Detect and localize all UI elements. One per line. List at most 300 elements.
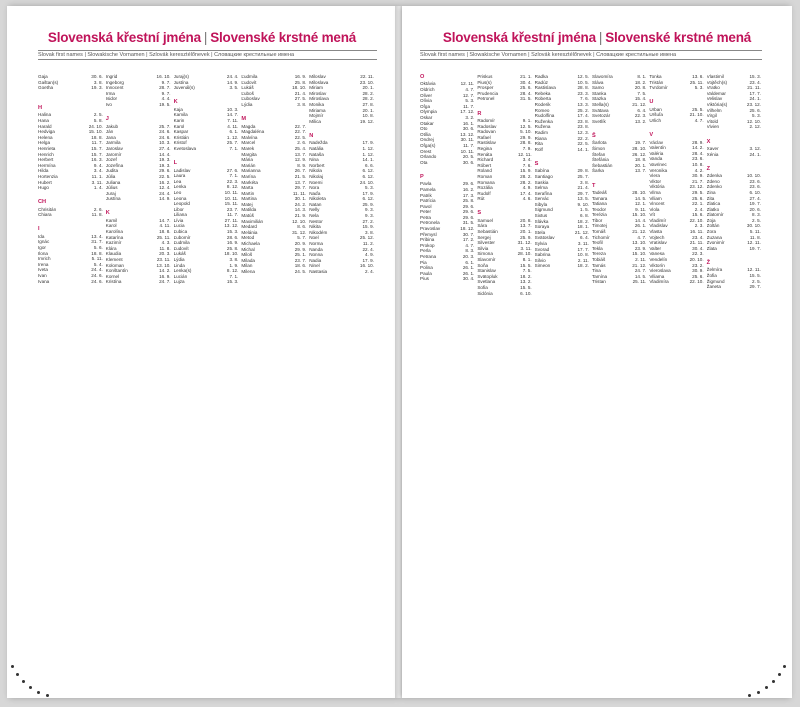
name-day-date: 13. 7. <box>634 168 647 174</box>
first-name: Kamil <box>105 217 118 223</box>
first-name: Viktor <box>649 178 661 184</box>
first-name: Natan <box>309 201 322 207</box>
first-name <box>649 91 688 97</box>
name-day-date: 24. 6. <box>159 129 171 135</box>
first-name: Pius <box>420 276 429 282</box>
first-name: Hana <box>38 117 49 123</box>
first-name: Ľudmila <box>173 240 190 246</box>
first-name: Herbert <box>38 157 54 163</box>
name-day-date: 13. 10. <box>156 262 171 268</box>
name-day-date: 12. 11. <box>747 267 761 273</box>
first-name: Ružena <box>534 124 551 130</box>
name-day-date: 13. 2. <box>520 279 532 285</box>
name-entry <box>535 152 589 158</box>
name-day-date: 27. 4. <box>159 145 171 151</box>
name-day-date: 7. 6. <box>580 96 589 102</box>
first-name: Želmíra <box>706 267 723 273</box>
name-day-date: 8. 3. <box>752 212 761 218</box>
name-day-date: 5. 10. <box>520 129 532 135</box>
first-name: Petrana <box>420 254 437 260</box>
name-day-date <box>746 157 761 163</box>
name-day-date: 5. 3. <box>694 85 704 91</box>
name-day-date: 28. 10. <box>632 145 647 151</box>
name-day-date: 7. 5. <box>637 90 647 96</box>
name-day-date: 11. 8. <box>749 234 761 240</box>
first-name: Roderik <box>534 101 551 107</box>
name-day-date: 19. 3. <box>91 85 103 91</box>
first-name <box>106 202 156 208</box>
name-day-date: 9. 3. <box>365 207 374 213</box>
first-name: Slavomíra <box>591 74 613 79</box>
first-name <box>241 108 291 114</box>
name-day-date: 13. 2. <box>634 118 647 124</box>
first-name: Rolf <box>534 146 543 152</box>
first-name: Miloslava <box>309 79 329 85</box>
first-name: Miriama <box>309 107 326 113</box>
first-name: Nadia <box>309 257 322 263</box>
name-day-date: 30. 6. <box>462 126 475 132</box>
name-day-date: 30. 9. <box>692 173 704 179</box>
first-name: Sláva <box>591 79 604 85</box>
name-day-date: 6. 4. <box>637 107 647 113</box>
first-name: Pamela <box>420 186 436 192</box>
name-day-date: 23. 12. <box>689 184 704 190</box>
name-day-date: 17. 4. <box>520 190 532 196</box>
first-name: Kristína <box>105 279 122 285</box>
first-name: Tobiáš <box>591 257 606 263</box>
first-name: Mária <box>241 157 253 163</box>
name-day-date: 21. 5. <box>294 173 307 179</box>
first-name <box>477 102 516 108</box>
name-day-date: 23. 4. <box>692 234 704 240</box>
decorative-dot <box>778 673 781 676</box>
name-day-date: 20. 1. <box>362 85 374 91</box>
first-name: Rudolf <box>477 190 491 196</box>
first-name <box>592 174 631 180</box>
name-day-date: 10. 3. <box>226 106 239 112</box>
name-day-date: 15. 10. <box>88 129 103 135</box>
name-day-date: 26. 1. <box>462 270 475 276</box>
name-day-date: 11. 1. <box>91 173 103 179</box>
first-name: Nanda <box>309 246 323 252</box>
first-name: Metod <box>241 235 255 241</box>
name-day-date <box>631 174 646 180</box>
first-name: Klement <box>105 257 123 263</box>
name-column <box>241 74 309 285</box>
first-name: Soraya <box>534 224 550 230</box>
name-day-date: 29. 7. <box>749 284 761 290</box>
name-day-date: 16. 10. <box>156 74 171 79</box>
name-day-date: 25. 1. <box>294 252 307 258</box>
name-day-date: 26. 1. <box>462 265 475 271</box>
first-name: Magdaléna <box>241 129 265 135</box>
name-day-date: 11. 7. <box>227 212 239 218</box>
name-column <box>38 74 106 285</box>
section-letter: K <box>173 99 178 106</box>
first-name: Jaromír <box>105 151 122 157</box>
first-name: Jozefína <box>105 162 124 168</box>
first-name: Hugo <box>38 185 49 191</box>
name-day-date <box>291 108 306 114</box>
page-header <box>402 30 792 60</box>
right-page <box>402 6 792 698</box>
name-day-date: 14. 5. <box>634 195 647 201</box>
first-name: Perla <box>420 248 431 254</box>
name-day-date: 13. 6. <box>692 74 704 79</box>
name-day-date: 22. 3. <box>226 178 239 184</box>
first-name: Xénia <box>706 151 719 157</box>
name-day-date: 17. 9. <box>362 190 374 196</box>
name-day-date: 21. 12. <box>574 229 589 235</box>
first-name: Vitold <box>706 118 719 124</box>
title-slovak: Slovenská křestní jména <box>442 30 596 45</box>
name-day-date: 8. 12. <box>226 268 239 274</box>
first-name: Vít <box>649 212 655 218</box>
first-name: Zdenko <box>706 184 722 190</box>
first-name: Michal <box>241 246 255 252</box>
first-name: Vavrinec <box>649 161 667 167</box>
name-day-date: 4. 9. <box>365 252 374 258</box>
name-day-date: 5. 3. <box>752 113 761 119</box>
decorative-dot <box>16 673 19 676</box>
first-name: Riana <box>534 135 547 141</box>
first-name: Soňa <box>477 262 489 268</box>
name-entry <box>649 91 703 97</box>
first-name: Hubert <box>38 179 52 185</box>
first-name: Medard <box>241 224 257 230</box>
name-entry <box>707 157 761 163</box>
name-day-date: 28. 10. <box>517 251 532 257</box>
first-name: Hortenzia <box>38 173 58 179</box>
name-entry <box>309 269 374 275</box>
name-entry <box>477 102 531 108</box>
name-day-date <box>746 130 761 136</box>
name-day-date: 20. 3. <box>462 254 475 260</box>
name-day-date: 8. 6. <box>297 224 307 230</box>
name-day-date: 15. 6. <box>692 212 704 218</box>
first-name: Leo <box>173 189 182 195</box>
section-letter: L <box>173 160 178 167</box>
name-day-date: 5. 8. <box>93 117 103 123</box>
first-name: Stella(s) <box>591 101 609 107</box>
name-day-date: 31. 5. <box>520 96 532 102</box>
first-name: Sidónia <box>477 290 493 296</box>
decorative-dot <box>748 694 751 697</box>
name-day-date: 24. 1. <box>749 151 761 157</box>
name-day-date: 2. 4. <box>365 269 374 274</box>
name-day-date: 28. 7. <box>159 85 171 91</box>
first-name: Juraj(s) <box>173 74 189 79</box>
name-day-date: 21. 7. <box>692 178 704 184</box>
first-name <box>707 130 746 136</box>
name-day-date: 9. 11. <box>635 206 647 212</box>
first-name: Vlasta <box>649 229 663 235</box>
page-title <box>7 30 397 45</box>
name-day-date: 5. 3. <box>365 185 374 191</box>
first-name: Svetlík <box>591 118 606 124</box>
name-day-date: 25. 6. <box>520 85 532 91</box>
first-name: Viktória(s) <box>706 101 728 107</box>
decorative-dot <box>11 665 14 668</box>
name-day-date: 19. 3. <box>159 157 171 163</box>
name-column <box>477 74 534 296</box>
name-day-date: 15. 5. <box>520 285 532 290</box>
name-day-date: 27. 8. <box>362 101 374 107</box>
name-day-date: 14. 2. <box>159 268 171 274</box>
first-name: Milica <box>309 118 321 124</box>
first-name: Magda <box>241 123 256 129</box>
first-name: Vieroslava <box>649 268 671 274</box>
name-day-date: 16. 9. <box>159 273 171 279</box>
name-day-date: 13. 12. <box>460 131 475 137</box>
name-day-date: 28. 2. <box>520 179 532 185</box>
name-day-date: 24. 6. <box>91 273 103 279</box>
name-day-date: 10. 11. <box>224 189 239 195</box>
first-name: Tamara <box>591 195 608 201</box>
first-name: Sergej <box>477 234 491 240</box>
name-day-date: 21. 12. <box>632 229 647 235</box>
name-day-date: 22. 3. <box>692 251 704 257</box>
first-name: Teofil <box>591 240 603 246</box>
first-name <box>649 124 688 130</box>
name-day-date: 10. 8. <box>362 113 374 119</box>
name-day-date: 13. 10. <box>632 240 647 246</box>
first-name: Margita <box>241 151 257 157</box>
section-letter: O <box>420 74 425 80</box>
first-name: Ruženka <box>534 118 553 124</box>
name-day-date: 20. 8. <box>634 85 647 91</box>
name-day-date: 19. 3. <box>159 162 171 168</box>
first-name: Irma <box>105 90 115 96</box>
name-day-date: 30. 6. <box>462 159 475 165</box>
first-name: Melánia <box>241 229 258 235</box>
name-day-date: 9. 4. <box>93 162 103 168</box>
first-name <box>174 91 224 97</box>
name-day-date: 13. 5. <box>577 196 589 202</box>
first-name: Roland <box>477 168 492 174</box>
name-day-date: 16. 1. <box>462 120 475 126</box>
name-day-date: 11. 8. <box>159 245 171 251</box>
title-czech: Slovenské krstné mená <box>210 30 357 45</box>
name-day-date: 14. 1. <box>362 157 374 163</box>
name-day-date: 25. 6. <box>692 195 704 201</box>
name-day-date: 25. 12. <box>359 235 374 241</box>
name-day-date: 2. 12. <box>749 124 761 130</box>
name-entry <box>477 202 531 208</box>
name-day-date: 15. 3. <box>749 74 761 79</box>
name-day-date <box>156 108 171 114</box>
name-day-date: 21. 4. <box>294 90 307 96</box>
name-day-date <box>517 102 532 108</box>
name-day-date: 6. 10. <box>749 189 761 195</box>
section-letter: Š <box>591 132 596 139</box>
first-name: Ľubomír <box>173 234 191 240</box>
first-name: Přemysl <box>420 231 437 237</box>
first-name: Norbert <box>309 162 325 168</box>
first-name: Nadežda <box>309 140 328 146</box>
name-day-date: 17. 3. <box>462 192 475 198</box>
name-day-date: 11. 2. <box>362 241 374 247</box>
name-day-date: 30. 4. <box>692 245 704 251</box>
name-day-date: 19. 7. <box>634 140 647 146</box>
name-day-date: 5. 3. <box>465 98 475 104</box>
first-name: Kazimír <box>105 240 122 246</box>
section-letter: P <box>420 173 424 180</box>
first-name: Gaštan(s) <box>38 79 59 85</box>
first-name: Sabrina <box>534 252 551 258</box>
first-name: Štefan <box>591 151 606 157</box>
name-day-date: 22. 2. <box>577 135 589 141</box>
first-name: Markéta <box>241 179 258 185</box>
name-day-date: 13. 12. <box>224 223 239 229</box>
first-name: Miloslav <box>309 74 326 79</box>
first-name: Pribina <box>420 237 435 243</box>
first-name: Naďa <box>309 190 321 196</box>
first-name: Sylvia <box>534 241 547 247</box>
first-name <box>420 165 459 171</box>
first-name: Vincent <box>649 201 665 207</box>
name-day-date: 23. 12. <box>746 101 761 107</box>
first-name: Urban <box>649 106 662 112</box>
first-name: Miloš <box>241 252 253 258</box>
decorative-dot <box>37 691 40 694</box>
name-day-date: 14. 3. <box>294 207 307 213</box>
first-name: Ilona <box>38 250 48 256</box>
name-day-date: 24. 4. <box>91 267 103 273</box>
first-name: Juvenál(s) <box>173 85 195 91</box>
first-name: Nikita <box>309 224 321 230</box>
first-name: Sigmund <box>534 207 553 213</box>
name-day-date: 21. 10. <box>689 112 704 118</box>
name-day-date: 22. 10. <box>689 279 704 285</box>
first-name: Helena <box>38 134 53 140</box>
first-name: Leopold <box>173 201 190 207</box>
name-day-date: 18. 12. <box>460 226 475 232</box>
name-day-date: 5. 4. <box>93 261 103 267</box>
name-day-date: 10. 5. <box>577 79 589 85</box>
first-name: Noemi <box>309 179 323 185</box>
first-name: Šarka <box>591 168 604 174</box>
name-day-date: 10. 11. <box>224 195 239 201</box>
name-day-date: 24. 10. <box>88 123 103 129</box>
name-day-date: 18. 8. <box>159 229 171 235</box>
name-day-date: 1. 5. <box>580 207 589 213</box>
name-day-date: 9. 3. <box>365 213 374 219</box>
name-day-date: 29. 5. <box>692 189 704 195</box>
first-name: Lenka <box>173 184 187 190</box>
name-day-date: 8. 9. <box>297 162 307 168</box>
first-name: Zuzana <box>706 234 722 240</box>
first-name: Július <box>105 185 118 191</box>
first-name: Sofia <box>477 285 488 290</box>
name-day-date: 30. 10. <box>746 223 761 229</box>
first-name: Matúš <box>241 213 254 219</box>
name-day-date: 9. 10. <box>577 201 589 207</box>
first-name: Selma <box>534 185 548 191</box>
first-name: Sixtus <box>534 213 548 219</box>
name-day-date: 14. 4. <box>159 151 171 157</box>
first-name: Zlatomír <box>706 212 724 218</box>
name-day-date: 21. 11. <box>747 85 761 91</box>
name-day-date: 10. 8. <box>692 161 704 167</box>
name-day-date: 28. 2. <box>520 173 532 179</box>
first-name: Vratko <box>706 85 720 91</box>
name-day-date <box>88 191 103 197</box>
first-name: Saskia <box>534 179 549 185</box>
name-day-date: 28. 2. <box>362 90 374 96</box>
name-day-date: 24. 6. <box>159 134 171 140</box>
first-name: Ingrid <box>105 74 118 79</box>
first-name: Nelly <box>309 207 320 213</box>
name-day-date: 7. 9. <box>522 145 532 151</box>
first-name: Lenka(s) <box>173 268 192 274</box>
name-day-date: 8. 3. <box>465 248 475 254</box>
name-day-date: 29. 7. <box>577 190 589 196</box>
first-name: Tekla <box>591 245 603 251</box>
name-day-date: 24. 4. <box>159 190 171 196</box>
first-name: Patrik <box>420 192 432 198</box>
name-entry <box>241 108 306 114</box>
first-name: Viola <box>649 206 660 212</box>
first-name: Hedviga <box>38 129 55 135</box>
name-day-date: 28. 8. <box>577 85 589 91</box>
section-letter: I <box>38 226 40 233</box>
first-name: Rozália <box>477 185 493 191</box>
name-day-date: 17. 4. <box>577 113 589 119</box>
first-name: Regina <box>477 145 492 151</box>
page-title <box>402 30 792 45</box>
first-name: Stazka <box>591 96 607 102</box>
first-name: Valter <box>649 245 661 251</box>
name-day-date: 22. 1. <box>692 201 704 207</box>
name-day-date: 6. 10. <box>520 290 532 296</box>
name-day-date: 6. 12. <box>362 173 374 179</box>
first-name: Gaja <box>38 74 48 79</box>
first-name: Simona <box>477 251 493 257</box>
page-subtitle: Slovak first names | Slowakische Vornamen | Szlovák keresztélőnevek | Словацкие крестильные имена <box>38 50 377 60</box>
name-day-date: 4. 11. <box>227 123 239 129</box>
first-name: Halina <box>38 112 52 118</box>
name-day-date: 2. 11. <box>577 257 589 263</box>
name-day-date: 30. 7. <box>462 231 475 237</box>
name-day-date: 18. 2. <box>634 79 647 85</box>
first-name: Innocent <box>105 85 124 91</box>
name-entry <box>174 91 239 97</box>
name-day-date: 28. 4. <box>520 90 532 96</box>
first-name <box>309 124 359 130</box>
first-name: Oto <box>420 126 428 132</box>
name-day-date: 3. 11. <box>520 245 532 251</box>
name-day-date: 23. 4. <box>749 79 761 85</box>
name-day-date: 17. 9. <box>362 257 374 263</box>
first-name: Pia <box>420 259 427 265</box>
first-name: Ida <box>38 233 45 239</box>
name-day-date: 16. 3. <box>91 157 103 163</box>
first-name: Jakub <box>105 123 119 129</box>
first-name: Vanda <box>649 156 663 162</box>
name-day-date: 17. 7. <box>749 90 761 96</box>
first-name: Vivien <box>706 124 720 130</box>
first-name: Rastislav <box>477 140 496 146</box>
name-day-date: 9. 7. <box>161 79 171 85</box>
name-day-date: 3. 8. <box>365 229 374 235</box>
name-day-date: 24. 7. <box>634 268 647 274</box>
name-day-date: 28. 4. <box>692 150 704 156</box>
first-name: Tvrdomír <box>649 85 668 91</box>
first-name: Žaneta <box>706 284 721 290</box>
first-name: Radim <box>534 129 548 135</box>
name-day-date: 5. 11. <box>91 256 103 262</box>
